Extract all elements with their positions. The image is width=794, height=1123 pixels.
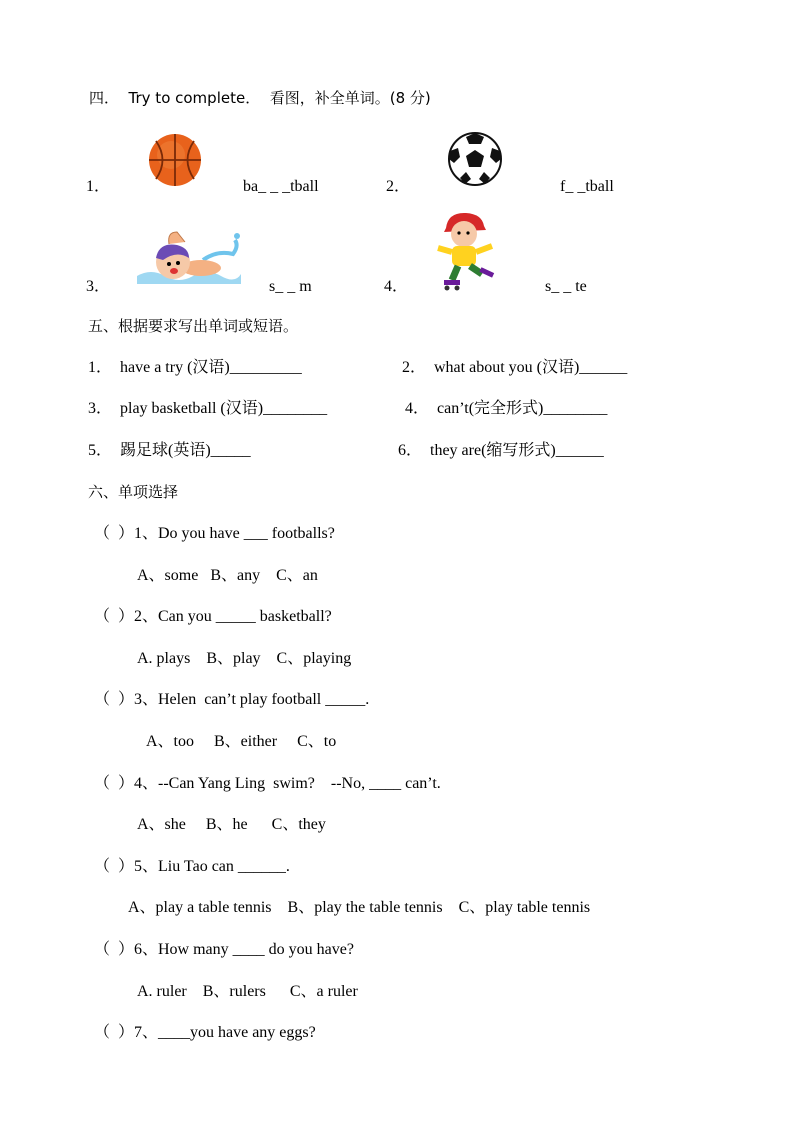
question-1: （ ）1、Do you have ___ footballs? [94, 525, 335, 542]
item-5-4: 4． can’t(完全形式)________ [405, 400, 608, 417]
section-6-heading: 六、单项选择 [88, 483, 179, 501]
item-5-1: 1． have a try (汉语)_________ [88, 359, 302, 376]
swimmer-icon [133, 224, 243, 289]
item-5-3: 3． play basketball (汉语)________ [88, 400, 328, 417]
item-4-2-word: f_ _tball [560, 178, 614, 195]
question-2-options: A. plays B、play C、playing [137, 650, 352, 667]
question-1-options: A、some B、any C、an [137, 567, 318, 584]
item-4-4-number: 4． [384, 278, 409, 295]
question-5: （ ）5、Liu Tao can ______. [94, 858, 290, 875]
question-4-options: A、she B、he C、they [137, 816, 326, 833]
item-4-4-word: s_ _ te [545, 278, 587, 295]
roller-skater-icon [426, 208, 506, 292]
section-4-heading: 四． Try to complete． 看图，补全单词。(8 分) [89, 89, 431, 107]
question-6-options: A. ruler B、rulers C、a ruler [137, 983, 358, 1000]
item-5-6: 6． they are(缩写形式)______ [398, 442, 604, 459]
question-3: （ ）3、Helen can’t play football _____. [94, 691, 370, 708]
item-5-5: 5． 踢足球(英语)_____ [88, 442, 251, 459]
question-6: （ ）6、How many ____ do you have? [94, 941, 354, 958]
item-4-3-word: s_ _ m [269, 278, 312, 295]
soccer-ball-icon [434, 124, 514, 194]
question-4: （ ）4、--Can Yang Ling swim? --No, ____ can’t. [94, 775, 441, 792]
question-3-options: A、too B、either C、to [146, 733, 337, 750]
question-2: （ ）2、Can you _____ basketball? [94, 608, 332, 625]
item-4-3-number: 3． [86, 278, 111, 295]
question-5-options: A、play a table tennis B、play the table tennis C、play table tennis [128, 899, 591, 916]
item-5-2: 2． what about you (汉语)______ [402, 359, 628, 376]
section-5-heading: 五、根据要求写出单词或短语。 [88, 317, 299, 335]
question-7: （ ）7、____you have any eggs? [94, 1024, 316, 1041]
item-4-1-word: ba_ _ _tball [243, 178, 319, 195]
item-4-1-number: 1． [86, 178, 111, 195]
basketball-icon [137, 127, 217, 193]
item-4-2-number: 2． [386, 178, 411, 195]
